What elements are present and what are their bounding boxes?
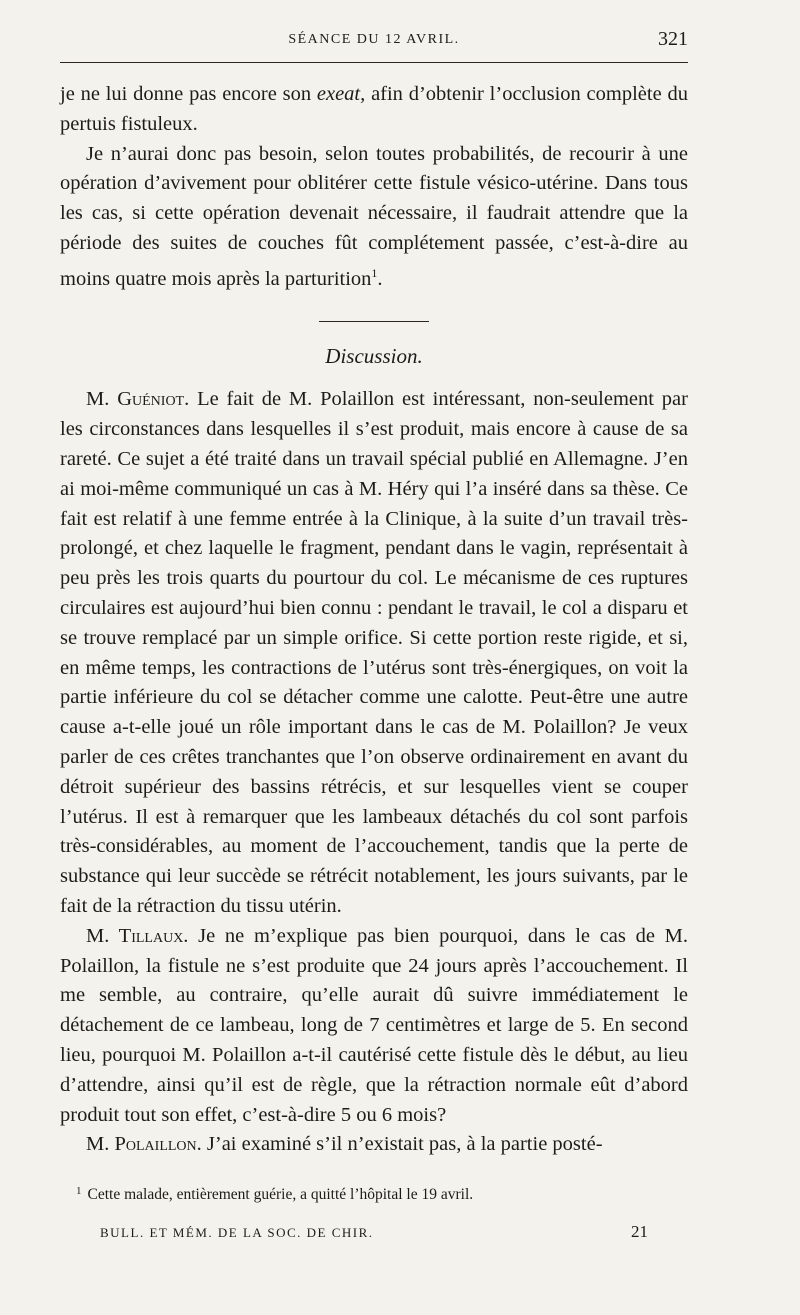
italic-term: exeat, (316, 83, 366, 105)
printer-signature (100, 1222, 648, 1247)
paragraph-text: Le fait de M. Polaillon est intéressant, non-seulement par les circonstances dans lesquelles il s’est produit, mais encore à cause de sa rareté. Ce sujet a été traité dans un travail spécial publié en Allemagne. J’en ai moi-même communiqué un cas à M. Héry qui l’a inséré dans sa thèse. Ce fait est relatif à une femme entrée à la Clinique, à la suite d’un travail très-prolongé, et chez laquelle le fragment, pendant dans le vagin, représentait à peu près les trois quarts du pourtour du col. Le mécanisme de ces ruptures circulaires est aujourd’hui bien connu : pendant le travail, le col a disparu et se trouve remplacé par un simple orifice. Si cette portion reste rigide, et si, en même temps, les contractions de l’utérus sont très-énergiques, on voit la partie inférieure du col se détacher comme une calotte. Peut-être une autre cause a-t-elle joué un rôle important dans le cas de M. Polaillon? Je veux parler de ces crêtes tranchantes que l’on observe ordinairement en avant du détroit supérieur des bassins rétrécis, et sur lesquelles vient se couper l’utérus. Il est à remarquer que les lambeaux détachés du col sont parfois très-considérables, au moment de l’accouchement, tandis que la perte de substance qui leur succède se rétrécit notablement, les jours suivants, par le fait de la rétraction du tissu utérin. (60, 388, 688, 917)
page-header (60, 26, 688, 63)
page-number: 321 (658, 28, 688, 50)
running-head: SÉANCE DU 12 AVRIL. (288, 32, 460, 47)
paragraph-text: Je ne m’explique pas bien pourquoi, dans le cas de M. Polaillon, la fistule ne s’est produite que 24 jours après l’accouchement. Il me semble, au contraire, qu’elle aurait dû suivre immédiatement le détachement de ce lambeau, long de 7 centimètres et large de 5. En second lieu, pourquoi M. Polaillon a-t-il cautérisé cette fistule dès le début, au lieu d’attendre, ainsi qu’il est de règle, que la rétraction normale eût d’abord produit tout son effet, c’est-à-dire 5 ou 6 mois? (60, 924, 688, 1126)
paragraph-text: afin d’obtenir l’occlusion complète du pertuis fistuleux. (60, 83, 688, 135)
footnote-text: Cette malade, entièrement guérie, a quitté l’hôpital le 19 avril. (87, 1186, 474, 1203)
page-body (60, 80, 688, 1160)
discussion-paragraph (60, 922, 688, 1131)
paragraph-text: Je n’aurai donc pas besoin, selon toutes probabilités, de recourir à une opération d’avivement pour oblitérer cette fistule vésico-utérine. Dans tous les cas, si cette opération devenait nécessaire, il faudrait attendre que la période des suites de couches fût complétement passée, c’est-à-dire au moins quatre mois après la parturition (60, 142, 688, 290)
speaker-name: M. Tillaux. (86, 924, 189, 947)
speaker-name: M. Polaillon. (86, 1133, 202, 1156)
footnote-mark: 1 (76, 1185, 82, 1197)
signature-text: BULL. ET MÉM. DE LA SOC. DE CHIR. (100, 1225, 374, 1240)
footnote-reference: 1 (371, 265, 378, 280)
signature-number: 21 (631, 1222, 648, 1241)
paragraph (60, 140, 688, 295)
paragraph-text: . (377, 267, 383, 290)
footnote (60, 1180, 688, 1206)
paragraph-text: J’ai examiné s’il n’existait pas, à la partie posté- (201, 1133, 603, 1156)
section-title: Discussion. (325, 343, 423, 368)
discussion-paragraph (60, 385, 688, 921)
paragraph-continuation (60, 80, 688, 140)
section-divider (319, 321, 429, 322)
speaker-name: M. Guéniot. (86, 388, 190, 411)
paragraph-text: je ne lui donne pas encore son (60, 83, 317, 105)
discussion-paragraph (60, 1130, 688, 1160)
